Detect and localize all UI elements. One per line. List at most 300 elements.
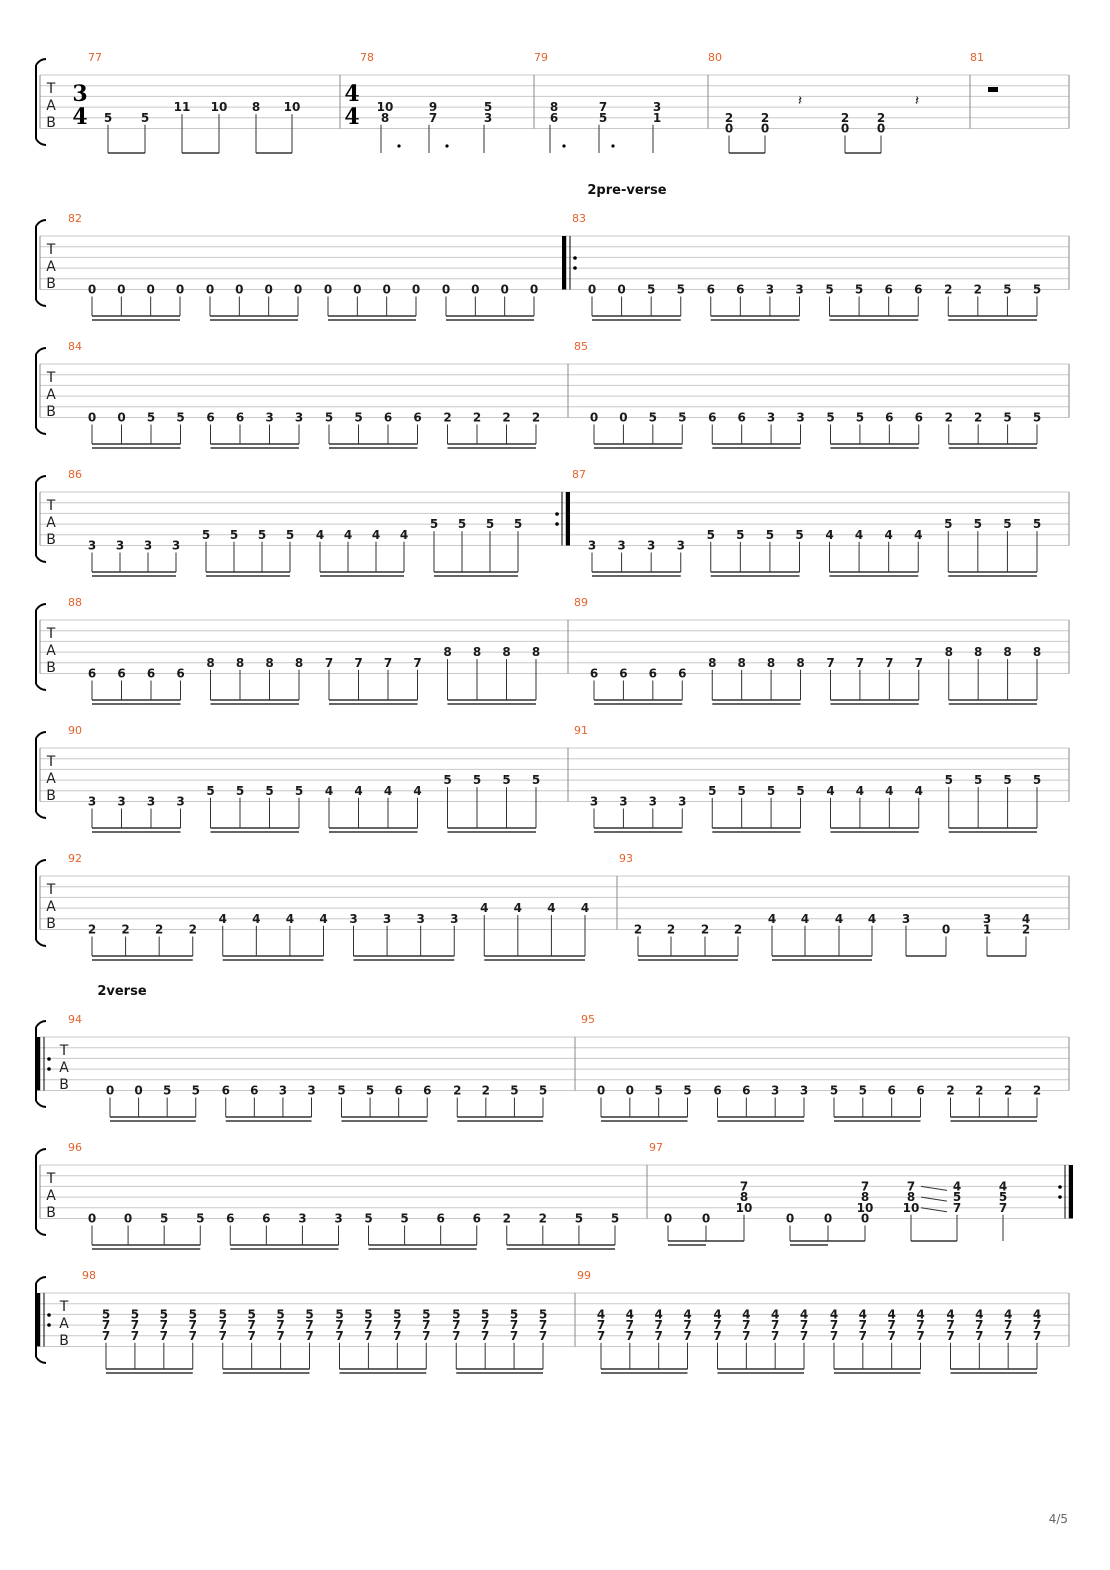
fret-number: 5 [944, 773, 953, 788]
slide-line [921, 1186, 947, 1190]
fret-number: 8 [472, 645, 482, 660]
fret-number: 7 [858, 1328, 868, 1343]
fret-number: 2 [531, 410, 541, 425]
time-signature-top: 4 [344, 81, 360, 107]
measure-number: 87 [572, 468, 586, 481]
fret-number: 6 [708, 410, 717, 425]
whole-rest [988, 87, 998, 92]
fret-number: 8 [860, 1190, 870, 1205]
fret-number: 5 [324, 410, 334, 425]
repeat-dot [47, 1323, 51, 1327]
fret-number: 0 [411, 282, 421, 297]
fret-number: 2 [973, 410, 983, 425]
fret-number: 6 [383, 410, 393, 425]
tab-clef-letter: T [46, 242, 56, 258]
fret-number: 5 [766, 783, 776, 798]
fret-number: 4 [1021, 911, 1031, 926]
fret-number: 0 [175, 282, 185, 297]
fret-number: 0 [441, 282, 451, 297]
fret-number: 10 [376, 100, 394, 115]
fret-number: 5 [973, 773, 983, 788]
fret-number: 5 [176, 410, 185, 425]
fret-number: 8 [906, 1190, 916, 1205]
measure-number: 85 [574, 340, 588, 353]
fret-number: 7 [739, 1179, 749, 1194]
fret-number: 5 [443, 773, 452, 788]
fret-number: 6 [206, 410, 215, 425]
fret-number: 7 [422, 1328, 431, 1343]
fret-number: 6 [736, 282, 745, 297]
fret-number: 7 [188, 1328, 197, 1343]
fret-number: 5 [235, 783, 245, 798]
fret-number: 2 [973, 282, 983, 297]
fret-number: 5 [973, 517, 983, 532]
fret-number: 3 [176, 794, 185, 809]
fret-number: 8 [294, 655, 304, 670]
fret-number: 3 [87, 538, 97, 553]
fret-number: 5 [736, 527, 745, 542]
measure-number: 96 [68, 1141, 82, 1154]
fret-number: 5 [429, 517, 439, 532]
fret-number: 5 [502, 773, 511, 788]
fret-number: 0 [876, 121, 886, 136]
fret-number: 0 [205, 282, 215, 297]
repeat-dot [1058, 1195, 1062, 1199]
fret-number: 4 [914, 527, 923, 542]
fret-number: 8 [251, 100, 261, 115]
fret-number: 7 [159, 1318, 169, 1333]
fret-number: 3 [171, 538, 181, 553]
fret-number: 4 [855, 783, 865, 798]
staff-bracket [36, 476, 46, 562]
fret-number: 0 [589, 410, 599, 425]
fret-number: 4 [1003, 1307, 1013, 1322]
measure-number: 86 [68, 468, 82, 481]
repeat-dot [573, 266, 577, 270]
fret-number: 7 [364, 1328, 373, 1343]
fret-number: 2 [87, 922, 97, 937]
fret-number: 7 [218, 1328, 227, 1343]
fret-number: 8 [443, 645, 452, 660]
fret-number: 5 [472, 773, 482, 788]
fret-number: 7 [428, 110, 438, 125]
fret-number: 5 [796, 783, 805, 798]
fret-number: 5 [201, 527, 211, 542]
fret-number: 7 [914, 655, 923, 670]
fret-number: 5 [858, 1083, 868, 1098]
fret-number: 4 [914, 783, 923, 798]
fret-number: 2 [188, 922, 197, 937]
fret-number: 4 [252, 911, 261, 926]
fret-number: 2 [633, 922, 643, 937]
fret-number: 8 [973, 645, 983, 660]
fret-number: 7 [383, 655, 393, 670]
fret-number: 0 [663, 1211, 673, 1226]
fret-number: 7 [625, 1328, 635, 1343]
fret-number: 7 [946, 1328, 955, 1343]
fret-number: 10 [735, 1200, 753, 1215]
fret-number: 6 [235, 410, 245, 425]
fret-number: 3 [646, 538, 656, 553]
fret-number: 5 [159, 1307, 169, 1322]
fret-number: 0 [146, 282, 155, 297]
fret-number: 5 [795, 527, 804, 542]
fret-number: 7 [335, 1318, 344, 1333]
fret-number: 2 [840, 110, 850, 125]
fret-number: 6 [914, 410, 923, 425]
measure-number: 97 [649, 1141, 663, 1154]
staff-bracket [36, 604, 46, 690]
fret-number: 5 [365, 1083, 375, 1098]
fret-number: 7 [975, 1328, 984, 1343]
fret-number: 7 [860, 1179, 870, 1194]
fret-number: 4 [946, 1307, 955, 1322]
fret-number: 3 [278, 1083, 288, 1098]
fret-number: 4 [371, 527, 381, 542]
fret-number: 5 [452, 1307, 461, 1322]
fret-number: 7 [101, 1318, 111, 1333]
fret-number: 5 [337, 1083, 346, 1098]
fret-number: 5 [265, 783, 274, 798]
fret-number: 7 [159, 1328, 169, 1343]
fret-number: 4 [480, 901, 489, 916]
fret-number: 5 [610, 1211, 620, 1226]
fret-number: 5 [354, 410, 363, 425]
fret-number: 4 [625, 1307, 635, 1322]
fret-number: 3 [799, 1083, 809, 1098]
fret-number: 4 [596, 1307, 606, 1322]
fret-number: 7 [713, 1318, 722, 1333]
fret-number: 0 [724, 121, 734, 136]
measure-number: 91 [574, 724, 588, 737]
fret-number: 10 [210, 100, 228, 115]
fret-number: 7 [858, 1318, 868, 1333]
fret-number: 7 [952, 1200, 962, 1215]
measure-number: 80 [708, 51, 722, 64]
fret-number: 7 [654, 1318, 663, 1333]
fret-number: 6 [678, 666, 687, 681]
fret-number: 5 [335, 1307, 344, 1322]
fret-number: 7 [247, 1328, 256, 1343]
fret-number: 4 [354, 783, 363, 798]
fret-number: 1 [652, 110, 662, 125]
fret-number: 0 [760, 121, 770, 136]
fret-number: 3 [901, 911, 911, 926]
fret-number: 2 [666, 922, 676, 937]
tab-clef-letter: B [46, 404, 56, 420]
fret-number: 7 [713, 1328, 722, 1343]
fret-number: 5 [146, 410, 156, 425]
fret-number: 0 [134, 1083, 143, 1098]
fret-number: 0 [117, 410, 126, 425]
fret-number: 7 [998, 1200, 1008, 1215]
fret-number: 7 [654, 1328, 663, 1343]
staff-bracket [36, 732, 46, 818]
fret-number: 4 [654, 1307, 663, 1322]
tab-clef-letter: A [59, 1060, 69, 1076]
fret-number: 4 [799, 1307, 809, 1322]
fret-number: 2 [502, 410, 511, 425]
fret-number: 0 [587, 282, 597, 297]
fret-number: 4 [916, 1307, 925, 1322]
fret-number: 5 [285, 527, 295, 542]
fret-number: 7 [480, 1328, 490, 1343]
fret-number: 4 [547, 901, 556, 916]
fret-number: 6 [706, 282, 715, 297]
tab-clef-letter: A [46, 259, 56, 275]
fret-number: 5 [101, 1307, 111, 1322]
measure-number: 92 [68, 852, 82, 865]
quarter-rest: 𝄽 [914, 93, 920, 109]
fret-number: 6 [916, 1083, 925, 1098]
fret-number: 0 [823, 1211, 833, 1226]
measure-number: 82 [68, 212, 82, 225]
fret-number: 5 [483, 100, 493, 115]
measure-number: 81 [970, 51, 984, 64]
fret-number: 3 [87, 794, 97, 809]
fret-number: 4 [854, 527, 864, 542]
fret-number: 5 [364, 1211, 373, 1226]
fret-number: 7 [1032, 1318, 1042, 1333]
fret-number: 3 [115, 538, 125, 553]
fret-number: 4 [867, 911, 877, 926]
fret-number: 3 [298, 1211, 307, 1226]
fret-number: 7 [770, 1318, 780, 1333]
fret-number: 6 [176, 666, 185, 681]
tab-clef-letter: A [46, 98, 56, 114]
tab-clef-letter: B [46, 115, 56, 131]
fret-number: 3 [652, 100, 662, 115]
fret-number: 0 [87, 410, 97, 425]
staff-bracket [36, 348, 46, 434]
fret-number: 6 [87, 666, 97, 681]
fret-number: 4 [885, 783, 894, 798]
fret-number: 5 [294, 783, 304, 798]
fret-number: 5 [825, 282, 834, 297]
fret-number: 6 [589, 666, 599, 681]
fret-number: 3 [416, 911, 425, 926]
fret-number: 0 [785, 1211, 795, 1226]
fret-number: 5 [737, 783, 746, 798]
fret-number: 2 [443, 410, 452, 425]
repeat-dot [573, 256, 577, 260]
fret-number: 2 [481, 1083, 491, 1098]
fret-number: 3 [648, 794, 658, 809]
fret-number: 0 [529, 282, 539, 297]
measure-number: 94 [68, 1013, 82, 1026]
fret-number: 0 [500, 282, 509, 297]
fret-number: 0 [353, 282, 362, 297]
fret-number: 0 [117, 282, 126, 297]
fret-number: 5 [218, 1307, 227, 1322]
fret-number: 6 [394, 1083, 403, 1098]
fret-number: 5 [1003, 517, 1012, 532]
fret-number: 6 [914, 282, 923, 297]
fret-number: 2 [453, 1083, 462, 1098]
fret-number: 6 [885, 410, 894, 425]
fret-number: 7 [509, 1318, 519, 1333]
repeat-dot [555, 522, 559, 526]
fret-number: 7 [218, 1318, 227, 1333]
fret-number: 5 [829, 1083, 839, 1098]
page-number: 4/5 [1048, 1512, 1068, 1526]
repeat-dot [47, 1313, 51, 1317]
tab-clef-letter: A [59, 1316, 69, 1332]
fret-number: 5 [364, 1307, 373, 1322]
fret-number: 4 [887, 1307, 896, 1322]
fret-number: 9 [428, 100, 438, 115]
tab-clef-letter: T [46, 754, 56, 770]
fret-number: 4 [834, 911, 844, 926]
fret-number: 7 [596, 1328, 606, 1343]
fret-number: 5 [706, 527, 715, 542]
fret-number: 4 [825, 527, 834, 542]
tab-clef-letter: A [46, 515, 56, 531]
fret-number: 2 [502, 1211, 511, 1226]
fret-number: 0 [264, 282, 273, 297]
fret-number: 7 [887, 1328, 896, 1343]
fret-number: 7 [422, 1318, 431, 1333]
fret-number: 5 [162, 1083, 172, 1098]
fret-number: 4 [1032, 1307, 1042, 1322]
fret-number: 3 [795, 282, 804, 297]
measure-number: 88 [68, 596, 82, 609]
fret-number: 0 [87, 282, 97, 297]
fret-number: 3 [483, 110, 493, 125]
fret-number: 8 [1032, 645, 1042, 660]
tab-clef-letter: B [46, 532, 56, 548]
tab-clef-letter: T [59, 1043, 69, 1059]
fret-number: 4 [770, 1307, 780, 1322]
staff-bracket [36, 860, 46, 946]
fret-number: 5 [952, 1190, 962, 1205]
fret-number: 7 [906, 1179, 916, 1194]
tab-clef-letter: A [46, 643, 56, 659]
fret-number: 5 [765, 527, 775, 542]
fret-number: 7 [596, 1318, 606, 1333]
fret-number: 4 [858, 1307, 868, 1322]
fret-number: 7 [538, 1328, 548, 1343]
fret-number: 3 [589, 794, 599, 809]
fret-number: 0 [860, 1211, 870, 1226]
fret-number: 5 [826, 410, 835, 425]
repeat-dot [47, 1057, 51, 1061]
fret-number: 4 [315, 527, 325, 542]
fret-number: 4 [319, 911, 328, 926]
tab-clef-letter: B [46, 276, 56, 292]
staff-bracket [36, 1149, 46, 1235]
fret-number: 2 [946, 1083, 955, 1098]
tab-clef-letter: B [46, 788, 56, 804]
fret-number: 7 [975, 1318, 984, 1333]
fret-number: 8 [380, 110, 390, 125]
fret-number: 0 [87, 1211, 97, 1226]
fret-number: 7 [683, 1318, 692, 1333]
fret-number: 8 [737, 655, 746, 670]
fret-number: 3 [143, 538, 153, 553]
tab-clef-letter: T [46, 370, 56, 386]
fret-number: 4 [975, 1307, 984, 1322]
measure-number: 99 [577, 1269, 591, 1282]
fret-number: 3 [382, 911, 392, 926]
fret-number: 7 [538, 1318, 548, 1333]
fret-number: 7 [276, 1328, 285, 1343]
fret-number: 6 [887, 1083, 896, 1098]
repeat-dot [555, 512, 559, 516]
fret-number: 6 [648, 666, 658, 681]
fret-number: 7 [946, 1318, 955, 1333]
fret-number: 6 [226, 1211, 235, 1226]
fret-number: 4 [742, 1307, 751, 1322]
fret-number: 2 [760, 110, 770, 125]
fret-number: 7 [413, 655, 422, 670]
fret-number: 3 [796, 410, 805, 425]
fret-number: 0 [471, 282, 480, 297]
fret-number: 6 [423, 1083, 432, 1098]
fret-number: 7 [742, 1328, 751, 1343]
fret-number: 3 [765, 282, 775, 297]
fret-number: 5 [400, 1211, 409, 1226]
fret-number: 7 [1032, 1328, 1042, 1343]
fret-number: 7 [393, 1328, 402, 1343]
fret-number: 5 [130, 1307, 140, 1322]
fret-number: 0 [235, 282, 244, 297]
fret-number: 7 [101, 1328, 111, 1343]
tab-clef-letter: A [46, 1188, 56, 1204]
fret-number: 7 [324, 655, 334, 670]
fret-number: 7 [887, 1318, 896, 1333]
fret-number: 8 [502, 645, 511, 660]
fret-number: 7 [742, 1318, 751, 1333]
measure-number: 77 [88, 51, 102, 64]
fret-number: 4 [767, 911, 777, 926]
fret-number: 5 [206, 783, 215, 798]
fret-number: 3 [619, 794, 628, 809]
fret-number: 7 [855, 655, 865, 670]
quarter-rest: 𝄽 [797, 93, 803, 109]
fret-number: 0 [596, 1083, 606, 1098]
tab-clef-letter: T [46, 882, 56, 898]
fret-number: 7 [305, 1318, 314, 1333]
measure-number: 89 [574, 596, 588, 609]
fret-number: 5 [1003, 282, 1012, 297]
fret-number: 4 [383, 783, 393, 798]
fret-number: 3 [294, 410, 304, 425]
staff-bracket [36, 220, 46, 306]
fret-number: 3 [146, 794, 156, 809]
fret-number: 6 [884, 282, 893, 297]
fret-number: 3 [334, 1211, 343, 1226]
fret-number: 2 [538, 1211, 548, 1226]
fret-number: 11 [173, 100, 191, 115]
fret-number: 4 [829, 1307, 839, 1322]
fret-number: 5 [854, 282, 864, 297]
fret-number: 5 [393, 1307, 402, 1322]
fret-number: 5 [1003, 410, 1012, 425]
fret-number: 5 [103, 110, 113, 125]
fret-number: 7 [452, 1318, 461, 1333]
fret-number: 7 [393, 1318, 402, 1333]
time-signature-bottom: 4 [344, 104, 360, 130]
fret-number: 3 [617, 538, 626, 553]
fret-number: 7 [885, 655, 894, 670]
fret-number: 6 [146, 666, 156, 681]
fret-number: 5 [531, 773, 541, 788]
fret-number: 10 [902, 1200, 920, 1215]
fret-number: 4 [713, 1307, 722, 1322]
fret-number: 5 [944, 517, 953, 532]
fret-number: 4 [884, 527, 893, 542]
